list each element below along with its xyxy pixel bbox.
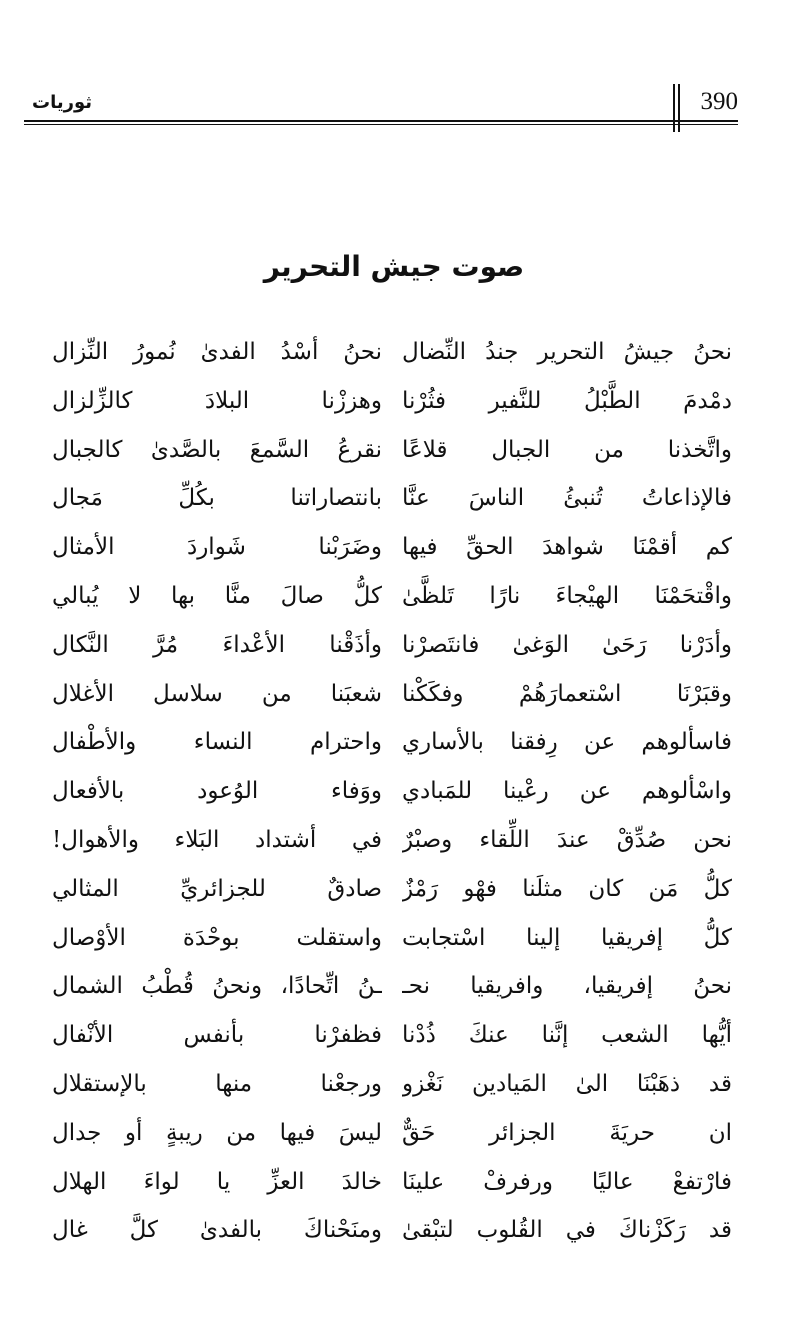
page-header — [24, 84, 738, 124]
poem-body — [40, 330, 732, 1257]
second-hemistich: نحنُ أسْدُ الفدىٰ نُمورُ النِّزال — [52, 339, 382, 365]
first-hemistich: وأدَرْنا رَحَىٰ الوَغىٰ فانتَصرْنا — [402, 631, 732, 658]
second-hemistich: وضَرَبْنا شَواردَ الأمثال — [52, 534, 382, 561]
couplet — [40, 1208, 732, 1257]
couplet — [40, 574, 732, 623]
header-rule — [24, 124, 738, 125]
poem-title: صوت جيش التحرير — [263, 250, 525, 283]
second-hemistich: واستقلت بوحْدَة الأوْصال — [52, 924, 382, 951]
couplet — [40, 1062, 732, 1111]
second-hemistich: وأذَقْنا الأعْداءَ مُرَّ النَّكال — [52, 631, 382, 658]
first-hemistich: واسْألوهم عن رعْينا للمَبادي — [402, 778, 732, 805]
second-hemistich: في أشتداد البَلاء والأهوال! — [52, 826, 382, 853]
page-number: 390 — [700, 88, 738, 115]
first-hemistich: نحنُ إفريقيا، وافريقيا نحـ — [402, 973, 732, 1000]
first-hemistich: أيُّها الشعب إنَّنا عنكَ ذُدْنا — [402, 1022, 732, 1049]
first-hemistich: فالإذاعاتُ تُنبئُ الناسَ عنَّا — [402, 485, 732, 512]
first-hemistich: نحن صُدِّقْ عندَ اللِّقاء وصبْرٌ — [402, 826, 732, 853]
couplet — [40, 964, 732, 1013]
couplet — [40, 720, 732, 769]
couplet — [40, 428, 732, 477]
first-hemistich: نحنُ جيشُ التحرير جندُ النِّضال — [402, 339, 732, 365]
couplet — [40, 379, 732, 428]
couplet — [40, 1111, 732, 1160]
couplet — [40, 1160, 732, 1209]
first-hemistich: دمْدمَ الطَّبْلُ للنَّفير فثُرْنا — [402, 387, 732, 414]
second-hemistich: نقرعُ السَّمعَ بالصَّدىٰ كالجبال — [52, 436, 382, 463]
second-hemistich: خالدَ العزِّ يا لواءَ الهلال — [52, 1168, 382, 1195]
first-hemistich: ان حريَةَ الجزائر حَقٌّ — [402, 1119, 732, 1146]
second-hemistich: ـنُ اتِّحادًا، ونحنُ قُطْبُ الشمال — [52, 973, 382, 1000]
running-head: ثوريات — [32, 92, 93, 113]
second-hemistich: بانتصاراتنا بكُلِّ مَجال — [52, 485, 382, 512]
second-hemistich: صادقٌ للجزائريِّ المثالي — [52, 875, 382, 902]
second-hemistich: كلُّ صالَ منَّا بها لا يُبالي — [52, 582, 382, 609]
header-rule — [24, 120, 738, 122]
couplet — [40, 769, 732, 818]
first-hemistich: فارْتفعْ عاليًا ورفرفْ علينَا — [402, 1168, 732, 1195]
couplet — [40, 623, 732, 672]
couplet — [40, 672, 732, 721]
couplet — [40, 867, 732, 916]
first-hemistich: وقبَرْنَا اسْتعمارَهُمْ وفكَكْنا — [402, 680, 732, 707]
couplet — [40, 330, 732, 379]
first-hemistich: قد رَكَزْناكَ في القُلوب لتبْقىٰ — [402, 1217, 732, 1244]
couplet — [40, 818, 732, 867]
second-hemistich: ورجعْنا منها بالإستقلال — [52, 1070, 382, 1097]
first-hemistich: كم أقمْنَا شواهدَ الحقِّ فيها — [402, 534, 732, 561]
couplet — [40, 525, 732, 574]
second-hemistich: ومنَحْناكَ بالفدىٰ كلَّ غال — [52, 1217, 382, 1244]
first-hemistich: كلُّ إفريقيا إلينا اسْتجابت — [402, 924, 732, 951]
second-hemistich: واحترام النساء والأطْفال — [52, 729, 382, 756]
couplet — [40, 1013, 732, 1062]
couplet — [40, 916, 732, 965]
second-hemistich: ليسَ فيها من ريبةٍ أو جدال — [52, 1119, 382, 1146]
first-hemistich: كلُّ مَن كان مثلَنا فهْو رَمْزٌ — [402, 875, 732, 902]
first-hemistich: واتَّخذنا من الجبال قلاعًا — [402, 436, 732, 463]
second-hemistich: شعبَنا من سلاسل الأغلال — [52, 680, 382, 707]
second-hemistich: ووَفاء الوُعود بالأفعال — [52, 778, 382, 805]
couplet — [40, 476, 732, 525]
first-hemistich: قد ذهَبْنَا الىٰ المَيادين نَغْزو — [402, 1070, 732, 1097]
first-hemistich: فاسألوهم عن رِفقنا بالأساري — [402, 729, 732, 756]
second-hemistich: فظفرْنا بأنفس الأنْفال — [52, 1022, 382, 1049]
first-hemistich: واقْتحَمْنَا الهيْجاءَ نارًا تَلظَّىٰ — [402, 582, 732, 609]
second-hemistich: وهززْنا البلادَ كالزِّلزال — [52, 387, 382, 414]
